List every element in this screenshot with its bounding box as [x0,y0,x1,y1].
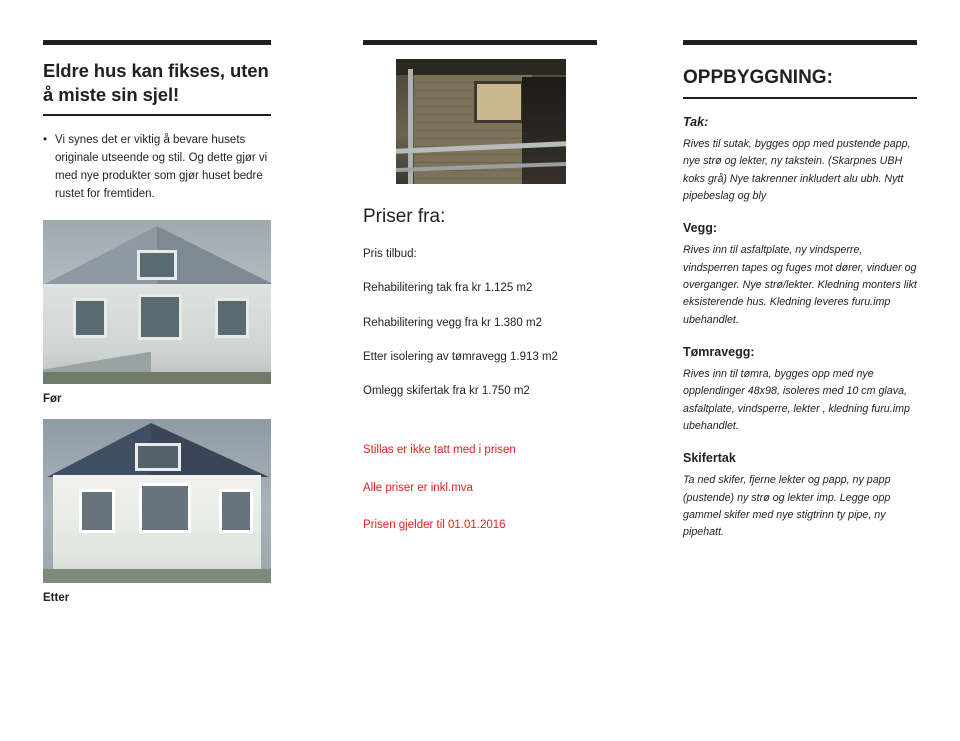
window-shape [219,489,253,533]
spacer [363,400,597,422]
right-title-underline [683,97,917,99]
shadow-shape [522,77,566,184]
bullet-marker-icon: • [43,134,48,147]
window-shape [474,81,524,123]
section-body-tomravegg: Rives inn til tømra, bygges opp med nye opplendinger 48x98, isoleres med 10 cm glava, asfaltplate, vindsperre, lekter , kledning furu.imp ubehandlet. [683,367,910,432]
middle-column [363,40,597,534]
window-shape [215,298,249,338]
section-heading-tak: Tak: [683,115,709,129]
section-body-skifertak: Ta ned skifer, fjerne lekter og papp, ny papp (pustende) ny strø og lekter imp. Legge opp gammel skifer med nye stigtrinn ty pipe, ny pipehatt. [683,474,891,539]
section-heading-skifertak: Skifertak [683,451,736,466]
price-item: Etter isolering av tømravegg 1.913 m2 [363,350,558,363]
right-column [683,40,917,542]
photo-after-caption: Etter [43,591,70,604]
photo-before-caption: Før [43,392,62,405]
price-item: Pris tilbud: [363,248,417,260]
page-title: Eldre hus kan fikses, uten å miste sin sjel! [43,60,269,105]
intro-bullet-text: Vi synes det er viktig å bevare husets originale utseende og stil. Og dette gjør vi med nye produkter som gjør huset bedre rustet for fremtiden. [55,134,268,200]
price-item: Rehabilitering tak fra kr 1.125 m2 [363,282,533,295]
price-item: Omlegg skifertak fra kr 1.750 m2 [363,385,530,397]
window-shape [138,294,182,340]
left-column [43,40,271,604]
house-before-photo [43,220,271,384]
section-heading-vegg: Vegg: [683,221,718,236]
left-title-underline [43,114,271,116]
price-item: Rehabilitering vegg fra kr 1.380 m2 [363,316,542,329]
right-top-rule [683,40,917,45]
house-after-photo [43,419,271,583]
section-heading-tomravegg: Tømravegg: [683,344,755,359]
scaffolding-wall-photo [396,59,566,184]
window-shape [79,489,115,533]
ground-shape [43,372,271,384]
middle-top-rule [363,40,597,45]
price-note: Stillas er ikke tatt med i prisen [363,444,516,457]
gable-window-shape [137,250,177,280]
window-shape [139,483,191,533]
construction-heading: OPPBYGGNING: [683,67,833,88]
roof-edge-shape [396,59,566,75]
ground-shape [43,569,271,583]
section-body-vegg: Rives inn til asfaltplate, ny vindsperre, vindsperren tapes og fuges mot dører, vinduer og overganger. Nye strø/lekter. Kledning monters likt eksisterende hus. Kledning leveres furu.imp ubehandlet. [683,244,917,326]
left-top-rule [43,40,271,45]
price-note: Prisen gjelder til 01.01.2016 [363,518,506,531]
intro-bullet [43,132,271,203]
gable-window-shape [135,443,181,471]
price-note: Alle priser er inkl.mva [363,481,473,494]
section-body-tak: Rives til sutak, bygges opp med pustende papp, nye strø og lekter, ny takstein. (Skarpnes UBH koks grå) Nye takrenner inkludert alu ubh. Nytt pipebeslag og bly [683,138,911,202]
prices-heading: Priser fra: [363,206,446,227]
window-shape [73,298,107,338]
